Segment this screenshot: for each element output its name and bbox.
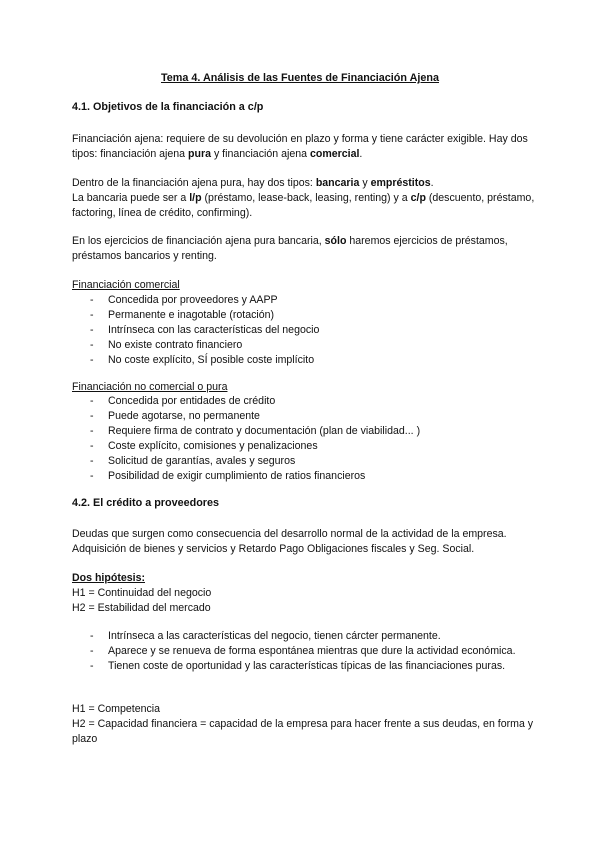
paragraph-financiacion-ajena: Financiación ajena: requiere de su devolución en plazo y forma y tiene carácter exigible. Hay dos tipos: financiación ajena pura y financiación ajena comercial. xyxy=(72,133,528,160)
hipotesis-block: Dos hipótesis: H1 = Continuidad del negocio H2 = Estabilidad del mercado xyxy=(72,572,212,614)
list-item: - No existe contrato financiero xyxy=(90,338,540,353)
list-item: - Intrínseca con las características del negocio xyxy=(90,323,540,338)
list-item: - Concedida por entidades de crédito xyxy=(90,394,540,409)
paragraph-deudas: Deudas que surgen como consecuencia del desarrollo normal de la actividad de la empresa. Adquisición de bienes y servicios y Retardo Pago Obligaciones fiscales y Seg. Social. xyxy=(72,528,507,555)
document-title: Tema 4. Análisis de las Fuentes de Financiación Ajena xyxy=(160,72,439,84)
list-credito-proveedores xyxy=(90,629,540,674)
hipotesis-block-2: H1 = Competencia H2 = Capacidad financiera = capacidad de la empresa para hacer frente a sus deudas, en forma y plazo xyxy=(72,703,534,745)
list-financiacion-no-comercial xyxy=(90,394,540,484)
paragraph-ejercicios: En los ejercicios de financiación ajena pura bancaria, sólo haremos ejercicios de préstamos, préstamos bancarios y renting. xyxy=(72,235,508,262)
list-item: - Coste explícito, comisiones y penalizaciones xyxy=(90,439,540,454)
list-item: - Concedida por proveedores y AAPP xyxy=(90,293,540,308)
list-item: - Posibilidad de exigir cumplimiento de ratios financieros xyxy=(90,469,540,484)
list-item: - Intrínseca a las características del negocio, tienen cárcter permanente. xyxy=(90,629,540,644)
list-financiacion-comercial xyxy=(90,293,540,368)
list-item: - Aparece y se renueva de forma espontánea mientras que dure la actividad económica. xyxy=(90,644,540,659)
section-heading-4-1: 4.1. Objetivos de la financiación a c/p xyxy=(72,101,264,113)
paragraph-tipos-pura: Dentro de la financiación ajena pura, hay dos tipos: bancaria y empréstitos. La bancaria puede ser a l/p (préstamo, lease-back, leasing, renting) y a c/p (descuento, préstamo, factoring, línea de crédito, confirming). xyxy=(72,177,535,219)
label-financiacion-no-comercial: Financiación no comercial o pura xyxy=(72,381,228,393)
list-item: - Requiere firma de contrato y documentación (plan de viabilidad... ) xyxy=(90,424,540,439)
label-financiacion-comercial: Financiación comercial xyxy=(72,279,180,291)
list-item: - Puede agotarse, no permanente xyxy=(90,409,540,424)
list-item: - Tienen coste de oportunidad y las características típicas de las financiaciones puras. xyxy=(90,659,540,674)
list-item: - Permanente e inagotable (rotación) xyxy=(90,308,540,323)
list-item: - Solicitud de garantías, avales y seguros xyxy=(90,454,540,469)
list-item: - No coste explícito, SÍ posible coste implícito xyxy=(90,353,540,368)
section-heading-4-2: 4.2. El crédito a proveedores xyxy=(72,497,220,509)
